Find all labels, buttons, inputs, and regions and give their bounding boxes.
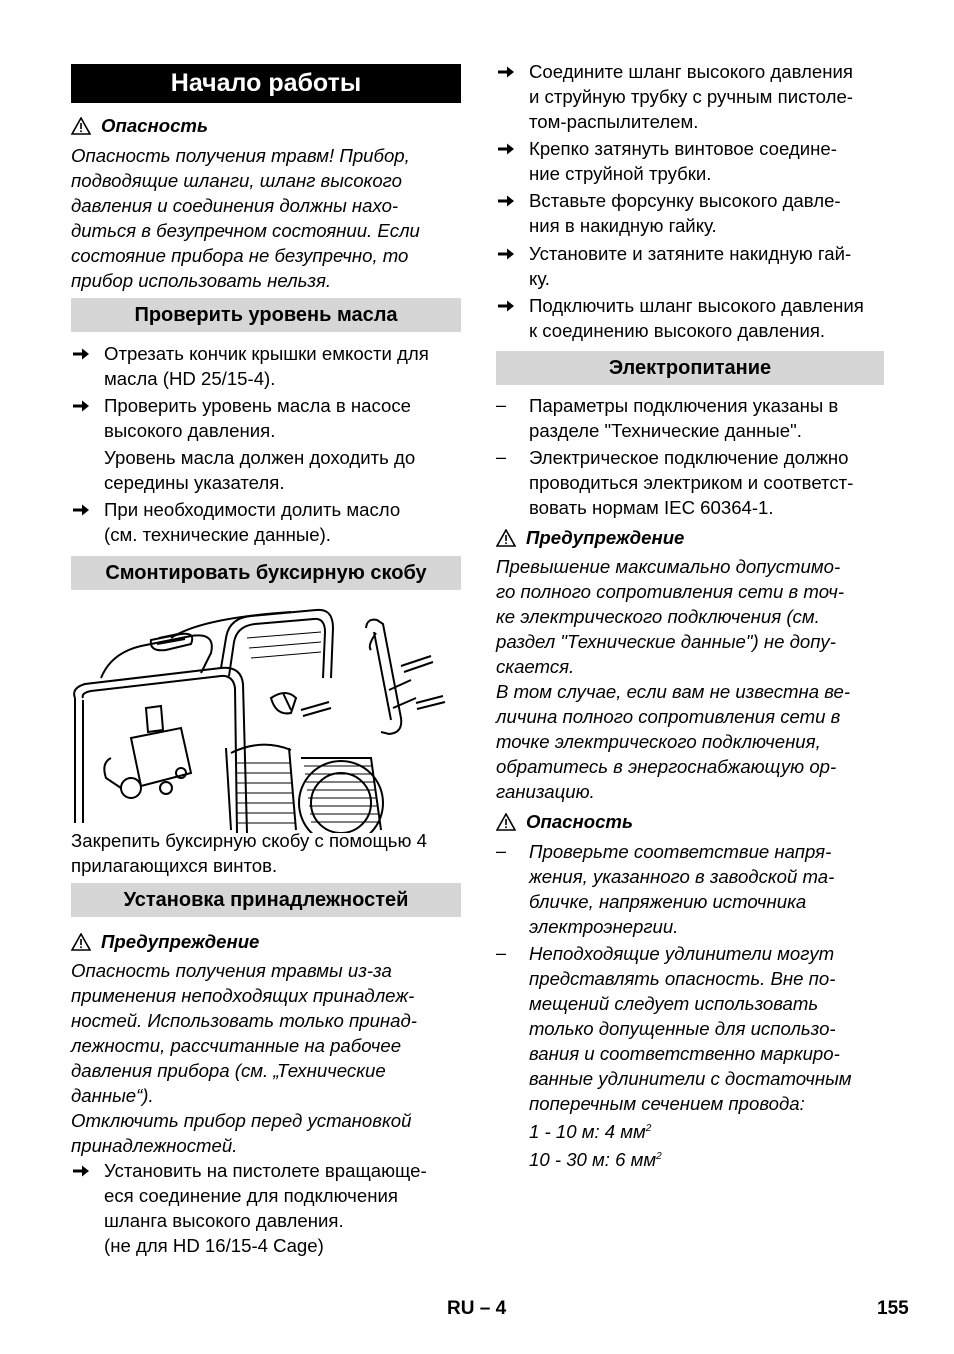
warning-triangle-icon — [71, 117, 91, 135]
dash-bullet: – — [496, 447, 507, 467]
warning-notice-accessories — [71, 929, 461, 954]
footer-page-number: 155 — [877, 1298, 909, 1319]
warning-text-power: Превышение максимально допустимо- го полного сопротивления сети в точ- ке электрического подключения (см. раздел "Технические данные") не допу- скается. В том случае, если вам не известна ве- личина полного сопротивления сети в точке электрического подключения, обратитесь в энергоснабжающую ор- ганизацию. — [496, 556, 851, 802]
dash-bullet: – — [496, 943, 507, 963]
arrow-right-icon — [497, 142, 515, 156]
oil-note: Уровень масла должен доходить до середины указателя. — [104, 447, 416, 493]
step-oil-2: Проверить уровень масла в насосе высокого давления. — [71, 393, 461, 443]
page-title: Начало работы — [71, 64, 461, 103]
tow-bar-caption: Закрепить буксирную скобу с помощью 4 прилагающихся винтов. — [71, 830, 427, 876]
dash-bullet: – — [496, 841, 507, 861]
warning-notice-power — [496, 525, 884, 550]
arrow-right-icon — [497, 299, 515, 313]
step-hose-4: Установите и затяните накидную гай- ку. — [496, 241, 884, 291]
power-item-1: – Параметры подключения указаны в разделе "Технические данные". — [496, 395, 839, 441]
warning-triangle-icon — [496, 813, 516, 831]
warning-text-accessories: Опасность получения травмы из-за применения неподходящих принадлеж- ностей. Использовать только принад- лежности, рассчитанные на рабочее давления прибора (см. „Технические данные“). Отключить прибор перед установкой принадлежностей. — [71, 960, 417, 1156]
cable-spec-2: 10 - 30 м: 6 $мм^2$ — [529, 1149, 662, 1170]
dash-bullet: – — [496, 395, 507, 415]
step-hose-5: Подключить шланг высокого давления к соединению высокого давления. — [496, 293, 884, 343]
warning-label: Предупреждение — [526, 527, 685, 548]
danger-label: Опасность — [101, 115, 209, 136]
arrow-right-icon — [497, 65, 515, 79]
footer-language-page: RU – 4 — [447, 1298, 507, 1319]
arrow-right-icon — [72, 1164, 90, 1178]
step-accessories-1: Установить на пистолете вращающе- еся соединение для подключения шланга высокого давления. (не для HD 16/15-4 Cage) — [71, 1158, 461, 1258]
heading-accessories: Установка принадлежностей — [71, 883, 461, 917]
warning-triangle-icon — [496, 529, 516, 547]
danger-text-1: Опасность получения травм! Прибор, подводящие шланги, шланг высокого давления и соединения должны нахо- диться в безупречном состоянии. Если состояние прибора не безупречно, то прибор использовать нельзя. — [71, 145, 420, 291]
cable-spec-1: 1 - 10 м: 4 $мм^2$ — [529, 1121, 652, 1142]
power-item-2: – Электрическое подключение должно проводиться электриком и соответст- вовать нормам IEC 60364-1. — [496, 447, 854, 518]
danger-label: Опасность — [526, 811, 634, 832]
arrow-right-icon — [72, 503, 90, 517]
step-hose-2: Крепко затянуть винтовое соедине- ние струйной трубки. — [496, 136, 884, 186]
danger-item-2: – Неподходящие удлинители могут представлять опасность. Вне по- мещений следует использовать только допущенные для использо- вания и соответственно маркиро- ванные удлинители с достаточным поперечным сечением провода: 1 - 10 м: 4 $мм^2$ 10 - 30 м: 6 $мм^2$ — [496, 941, 884, 1172]
danger-notice-power — [496, 809, 884, 834]
warning-label: Предупреждение — [101, 931, 260, 952]
step-hose-3: Вставьте форсунку высокого давле- ния в накидную гайку. — [496, 188, 884, 238]
warning-triangle-icon — [71, 933, 91, 951]
arrow-right-icon — [497, 194, 515, 208]
arrow-right-icon — [497, 247, 515, 261]
danger-item-1: – Проверьте соответствие напря- жения, указанного в заводской та- бличке, напряжению источника электроэнергии. — [496, 841, 835, 937]
heading-power-supply: Электропитание — [496, 351, 884, 385]
step-hose-1: Соедините шланг высокого давления и струйную трубку с ручным пистоле- том-распылителем. — [496, 59, 884, 134]
accessories-note: (не для HD 16/15-4 Cage) — [104, 1235, 324, 1256]
arrow-right-icon — [72, 399, 90, 413]
danger-notice-1 — [71, 113, 461, 138]
step-oil-3: При необходимости долить масло (см. технические данные). — [71, 497, 461, 547]
pressure-washer-tow-bar-illustration — [71, 598, 461, 833]
arrow-right-icon — [72, 347, 90, 361]
step-oil-1: Отрезать кончик крышки емкости для масла (HD 25/15-4). — [71, 341, 461, 391]
heading-oil-level: Проверить уровень масла — [71, 298, 461, 332]
heading-tow-bar: Смонтировать буксирную скобу — [71, 556, 461, 590]
